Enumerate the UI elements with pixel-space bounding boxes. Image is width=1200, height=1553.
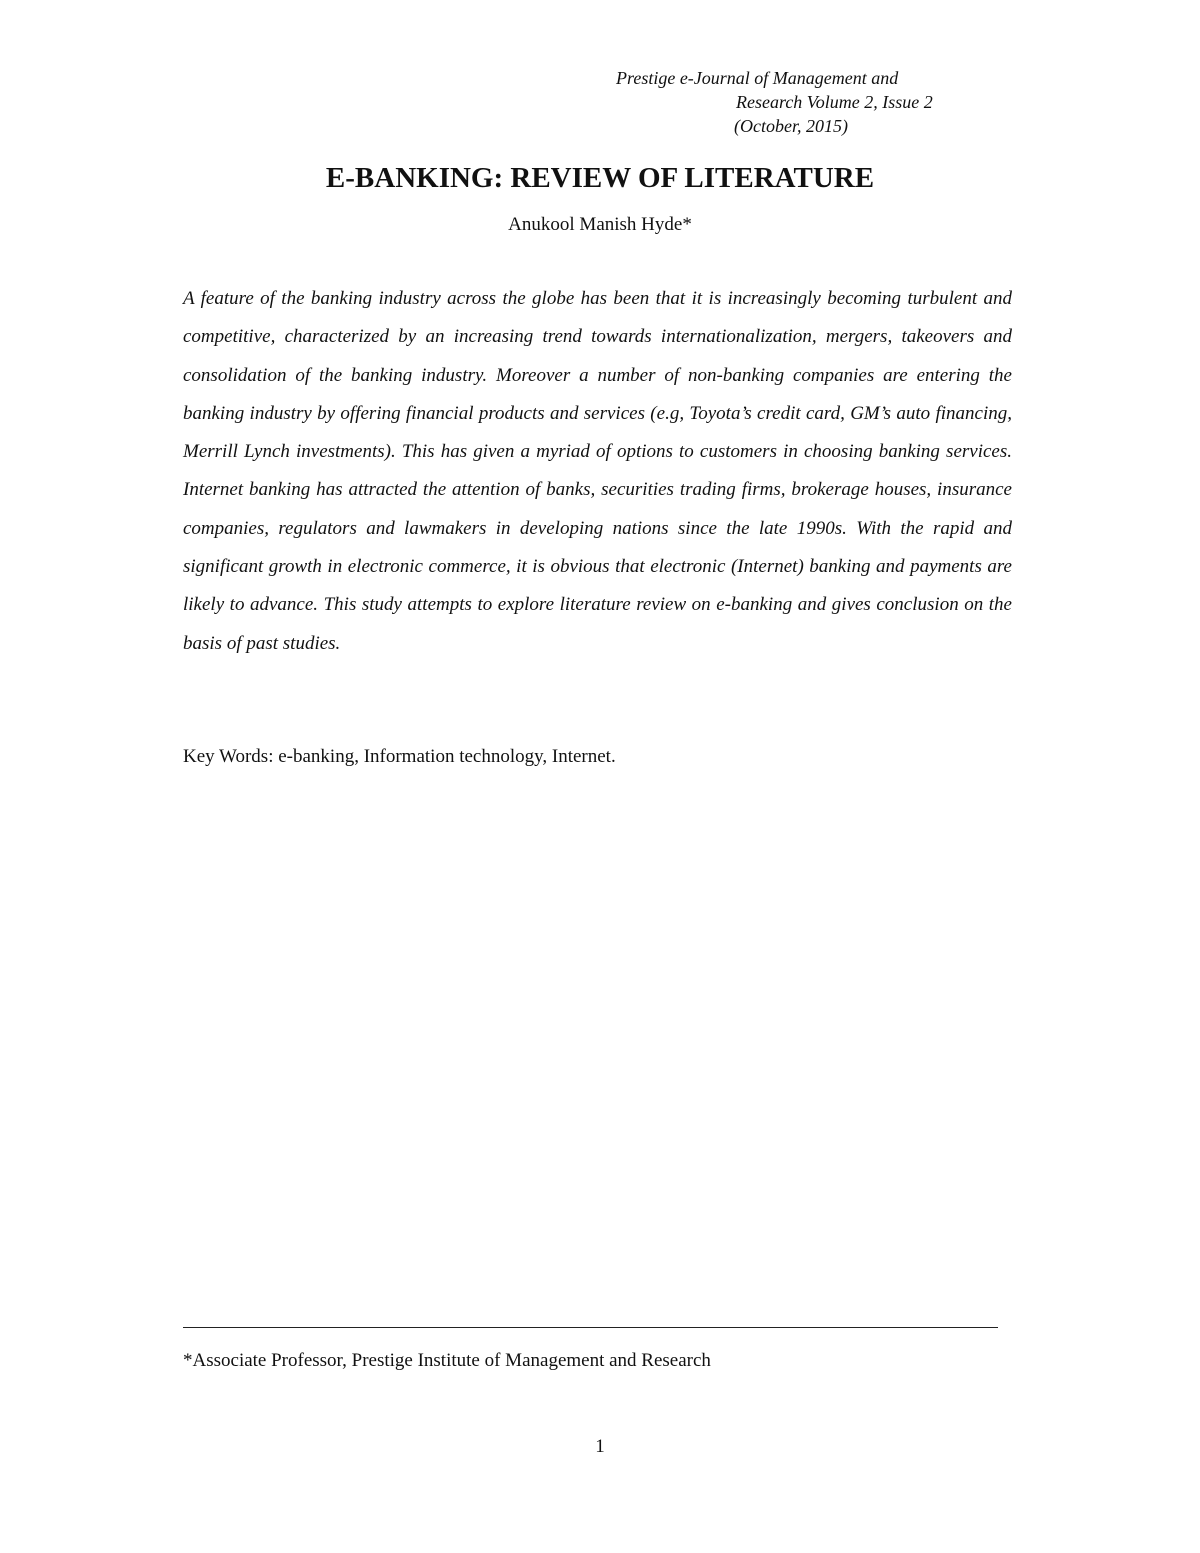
footnote-divider [183,1327,998,1328]
journal-volume-line: Research Volume 2, Issue 2 [736,92,933,112]
abstract-paragraph: A feature of the banking industry across the globe has been that it is increasingly becoming turbulent and competitive, characterized by an increasing trend towards internationalization, mergers, takeovers and consolidation of the banking industry. Moreover a number of non-banking companies are entering the banking industry by offering financial products and services (e.g, Toyota’s credit card, GM’s auto financing, Merrill Lynch investments). This has given a myriad of options to customers in choosing banking services. Internet banking has attracted the attention of banks, securities trading firms, brokerage houses, insurance companies, regulators and lawmakers in developing nations since the late 1990s. With the rapid and significant growth in electronic commerce, it is obvious that electronic (Internet) banking and payments are likely to advance. This study attempts to explore literature review on e-banking and gives conclusion on the basis of past studies. [183,288,1012,654]
article-title: E-BANKING: REVIEW OF LITERATURE [325,162,875,194]
journal-header [616,66,976,138]
author-footnote: *Associate Professor, Prestige Institute of Management and Research [183,1350,711,1371]
article-author: Anukool Manish Hyde* [508,214,692,235]
journal-date-line: (October, 2015) [734,116,848,136]
page-number: 1 [595,1436,605,1457]
keywords-line: Key Words: e-banking, Information technology, Internet. [183,746,616,767]
journal-name-line: Prestige e-Journal of Management and [616,68,899,88]
